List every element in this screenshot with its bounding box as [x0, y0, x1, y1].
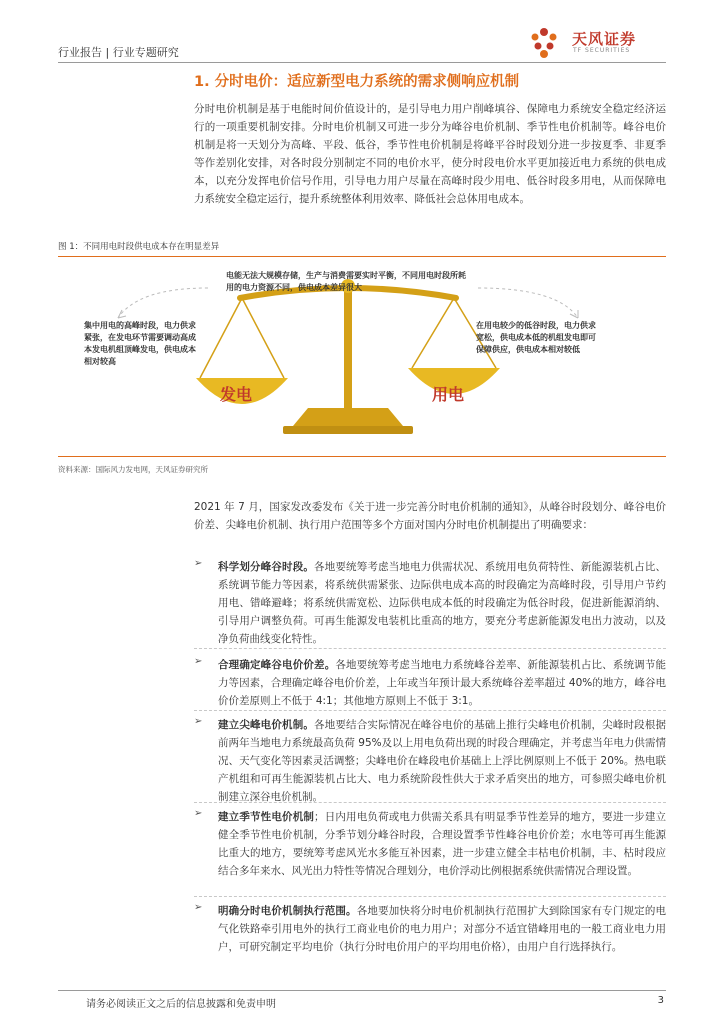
bullet-text [218, 716, 666, 806]
left-pan-label: 发电 [220, 385, 253, 404]
bullet-head: 明确分时电价机制执行范围。 [218, 905, 357, 917]
bullet-separator [194, 710, 666, 711]
bullet-arrow-icon: ➢ [194, 558, 203, 569]
logo-name: 天风证券 [572, 30, 637, 48]
footer-disclaimer[interactable]: 请务必阅读正文之后的信息披露和免责申明 [86, 999, 276, 1010]
figure-left-text: 集中用电的高峰时段，电力供求紧张，在发电环节需要调动高成本发电机组顶峰发电，供电成本相对较高 [84, 321, 196, 366]
bullet-separator [194, 648, 666, 649]
bullet-head: 建立季节性电价机制 [218, 811, 315, 823]
figure-balance-scale [58, 258, 666, 454]
bullet-text [218, 656, 666, 710]
policy-intro: 2021 年 7 月，国家发改委发布《关于进一步完善分时电价机制的通知》，从峰谷时段划分、峰谷电价价差、尖峰电价机制、执行用户范围等多个方面对国内分时电价机制提出了明确要求： [194, 501, 666, 531]
bullet-body: 各地要统筹考虑当地电力系统峰谷差率、新能源装机占比、系统调节能力等因素，合理确定峰谷电价价差，上年或当年预计最大系统峰谷差率超过 40%的地方，峰谷电价价差原则上不低于 4:1；其他地方原则上不低于 3:1。 [218, 659, 667, 707]
right-pan-label: 用电 [432, 385, 465, 404]
bullet-text [218, 808, 666, 880]
bullet-head: 科学划分峰谷时段。 [218, 561, 315, 573]
bullet-body: 各地要统筹考虑当地电力供需状况、系统用电负荷特性、新能源装机占比、系统调节能力等因素，将系统供需紧张、边际供电成本高的时段确定为高峰时段，引导用户节约用电、错峰避峰；将系统供需宽松、边际供电成本低的时段确定为低谷时段，促进新能源消纳、引导用户调整负荷。可再生能源发电装机比重高的地方，要充分考虑新能源发电出力波动，以及净负荷曲线变化特性。 [218, 561, 667, 645]
bullet-separator [194, 896, 666, 897]
page-number: 3 [657, 995, 664, 1006]
bullet-arrow-icon: ➢ [194, 716, 203, 727]
bullet-item [194, 716, 667, 803]
bullet-arrow-icon: ➢ [194, 808, 203, 819]
bullet-item [194, 558, 667, 645]
header-divider [58, 62, 666, 63]
page-header [58, 30, 666, 64]
footer-divider [58, 990, 666, 991]
logo-mark-icon [526, 24, 570, 60]
section-paragraph: 分时电价机制是基于电能时间价值设计的，是引导电力用户削峰填谷、保障电力系统安全稳定经济运行的一项重要机制安排。分时电价机制又可进一步分为峰谷电价机制、季节性电价机制等。峰谷电价机制是将一天划分为高峰、平段、低谷，季节性电价机制是将峰平谷时段划分进一步按夏季、非夏季等作差别化安排，对各时段分别制定不同的电价水平，使分时段电价水平更加接近电力系统的供电成本，以充分发挥电价信号作用，引导电力用户尽量在高峰时段少用电、低谷时段多用电，从而保障电力系统安全稳定运行，提升系统整体利用效率、降低社会总体用电成本。 [194, 103, 666, 205]
bullet-text [218, 902, 666, 956]
bullet-body: 各地要结合实际情况在峰谷电价的基础上推行尖峰电价机制，尖峰时段根据前两年当地电力系统最高负荷 95%及以上用电负荷出现的时段合理确定，并考虑当年电力供需情况、天气变化等因素灵活调整；尖峰电价在峰段电价基础上上浮比例原则上不低于 20%。热电联产机组和可再生能源装机占比大、电力系统阶段性供大于求矛盾突出的地方，可参照尖峰电价机制建立深谷电价机制。 [218, 719, 667, 803]
bullet-body: 各地要加快将分时电价机制执行范围扩大到除国家有专门规定的电气化铁路牵引用电外的执行工商业电价的电力用户；对部分不适宜错峰用电的一般工商业电力用户，可研究制定平均电价（执行分时电价用户的平均用电价格），由用户自行选择执行。 [218, 905, 667, 953]
figure-title: 图 1：不同用电时段供电成本存在明显差异 [58, 242, 220, 252]
brand-logo [526, 24, 666, 60]
bullet-item [194, 902, 666, 974]
figure-right-text: 在用电较少的低谷时段，电力供求宽松，供电成本低的机组发电即可保障供应，供电成本相对较低 [476, 321, 596, 354]
figure-bottom-rule [58, 456, 666, 457]
bullet-item [194, 808, 666, 892]
bullet-body: ；日内用电负荷或电力供需关系具有明显季节性差异的地方，要进一步建立健全季节性电价机制，分季节划分峰谷时段，合理设置季节性峰谷电价价差；水电等可再生能源比重大的地方，要统筹考虑风光水多能互补因素，进一步建立健全丰枯电价机制，丰、枯时段应结合多年来水、风光出力特性等情况合理划分，电价浮动比例根据系统供需情况合理设置。 [218, 811, 667, 877]
bullet-arrow-icon: ➢ [194, 656, 203, 667]
bullet-head: 合理确定峰谷电价价差。 [218, 659, 336, 671]
report-category: 行业报告 | 行业专题研究 [58, 46, 179, 59]
bullet-head: 建立尖峰电价机制。 [218, 719, 315, 731]
bullet-separator [194, 802, 666, 803]
bullet-item [194, 656, 666, 708]
logo-subtitle: TF SECURITIES [573, 47, 631, 54]
figure-top-rule [58, 256, 666, 257]
figure-top-text: 电能无法大规模存储，生产与消费需要实时平衡，不同用电时段所耗用的电力资源不同，供电成本差异很大 [226, 271, 466, 292]
bullet-text [218, 558, 666, 648]
figure-source: 资料来源：国际风力发电网，天风证券研究所 [58, 465, 208, 474]
bullet-arrow-icon: ➢ [194, 902, 203, 913]
section-title: 1. 分时电价：适应新型电力系统的需求侧响应机制 [194, 74, 520, 90]
